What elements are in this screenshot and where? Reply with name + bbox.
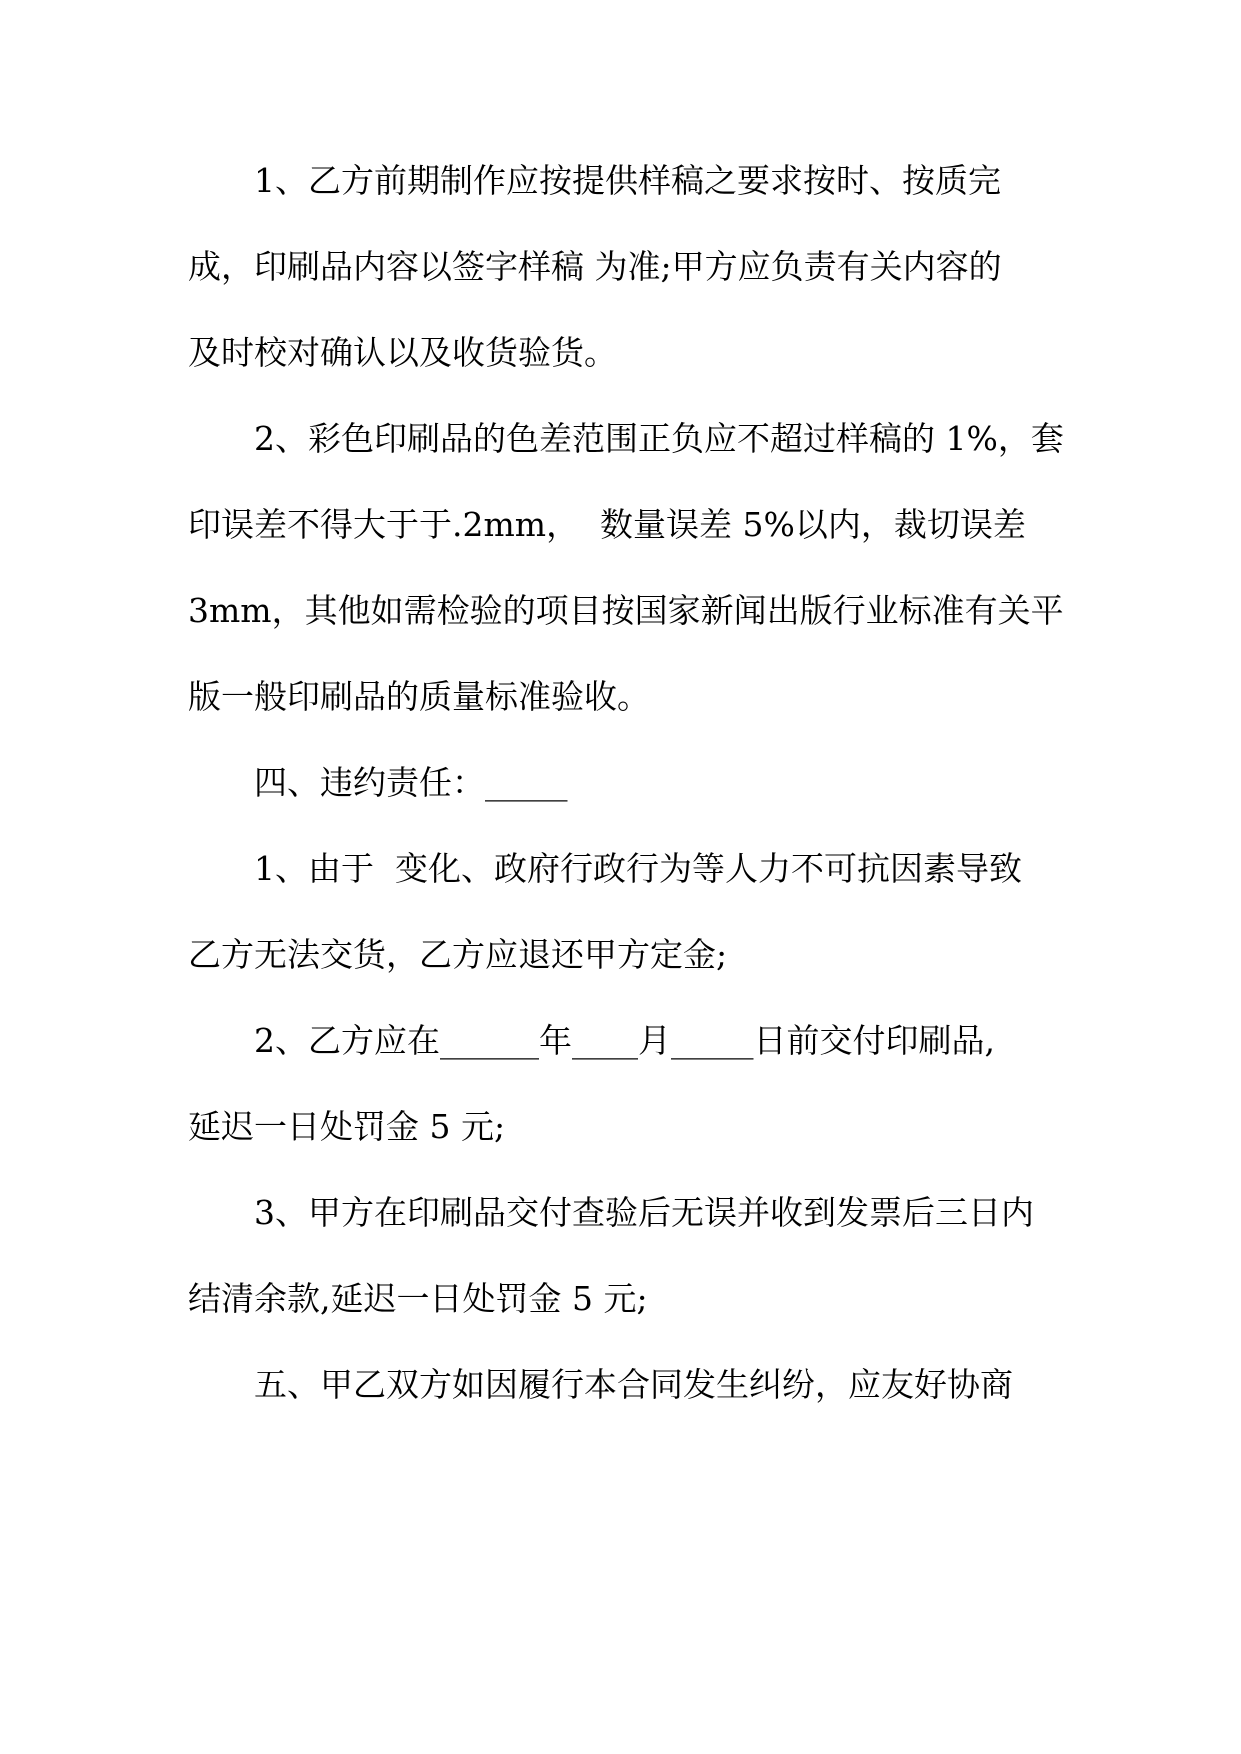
clause-3-2-line-1: 2、彩色印刷品的色差范围正负应不超过样稿的 1%，套 [254, 419, 1064, 458]
clause-4-3-line-2: 结清余款,延迟一日处罚金 5 元; [188, 1279, 648, 1318]
section-4-heading: 四、违约责任：_____ [254, 763, 568, 802]
clause-3-1-line-2: 成，印刷品内容以签字样稿 为准;甲方应负责有关内容的 [188, 247, 1002, 286]
clause-4-1-line-2: 乙方无法交货，乙方应退还甲方定金; [188, 935, 728, 974]
clause-4-3-line-1: 3、甲方在印刷品交付查验后无误并收到发票后三日内 [254, 1193, 1034, 1232]
clause-4-1-line-1: 1、由于 变化、政府行政行为等人力不可抗因素导致 [254, 849, 1022, 888]
clause-3-2-line-4: 版一般印刷品的质量标准验收。 [188, 677, 650, 716]
section-5-line-1: 五、甲乙双方如因履行本合同发生纠纷，应友好协商 [254, 1365, 1013, 1404]
clause-3-1-line-1: 1、乙方前期制作应按提供样稿之要求按时、按质完 [254, 161, 1001, 200]
clause-3-2-line-3: 3mm，其他如需检验的项目按国家新闻出版行业标准有关平 [188, 591, 1064, 630]
clause-3-1-line-3: 及时校对确认以及收货验货。 [188, 333, 617, 372]
clause-4-2-line-2: 延迟一日处罚金 5 元; [188, 1107, 506, 1146]
clause-3-2-line-2: 印误差不得大于于.2mm， 数量误差 5%以内，裁切误差 [188, 505, 1026, 544]
clause-4-2-line-1: 2、乙方应在______年____月_____日前交付印刷品, [254, 1021, 995, 1060]
